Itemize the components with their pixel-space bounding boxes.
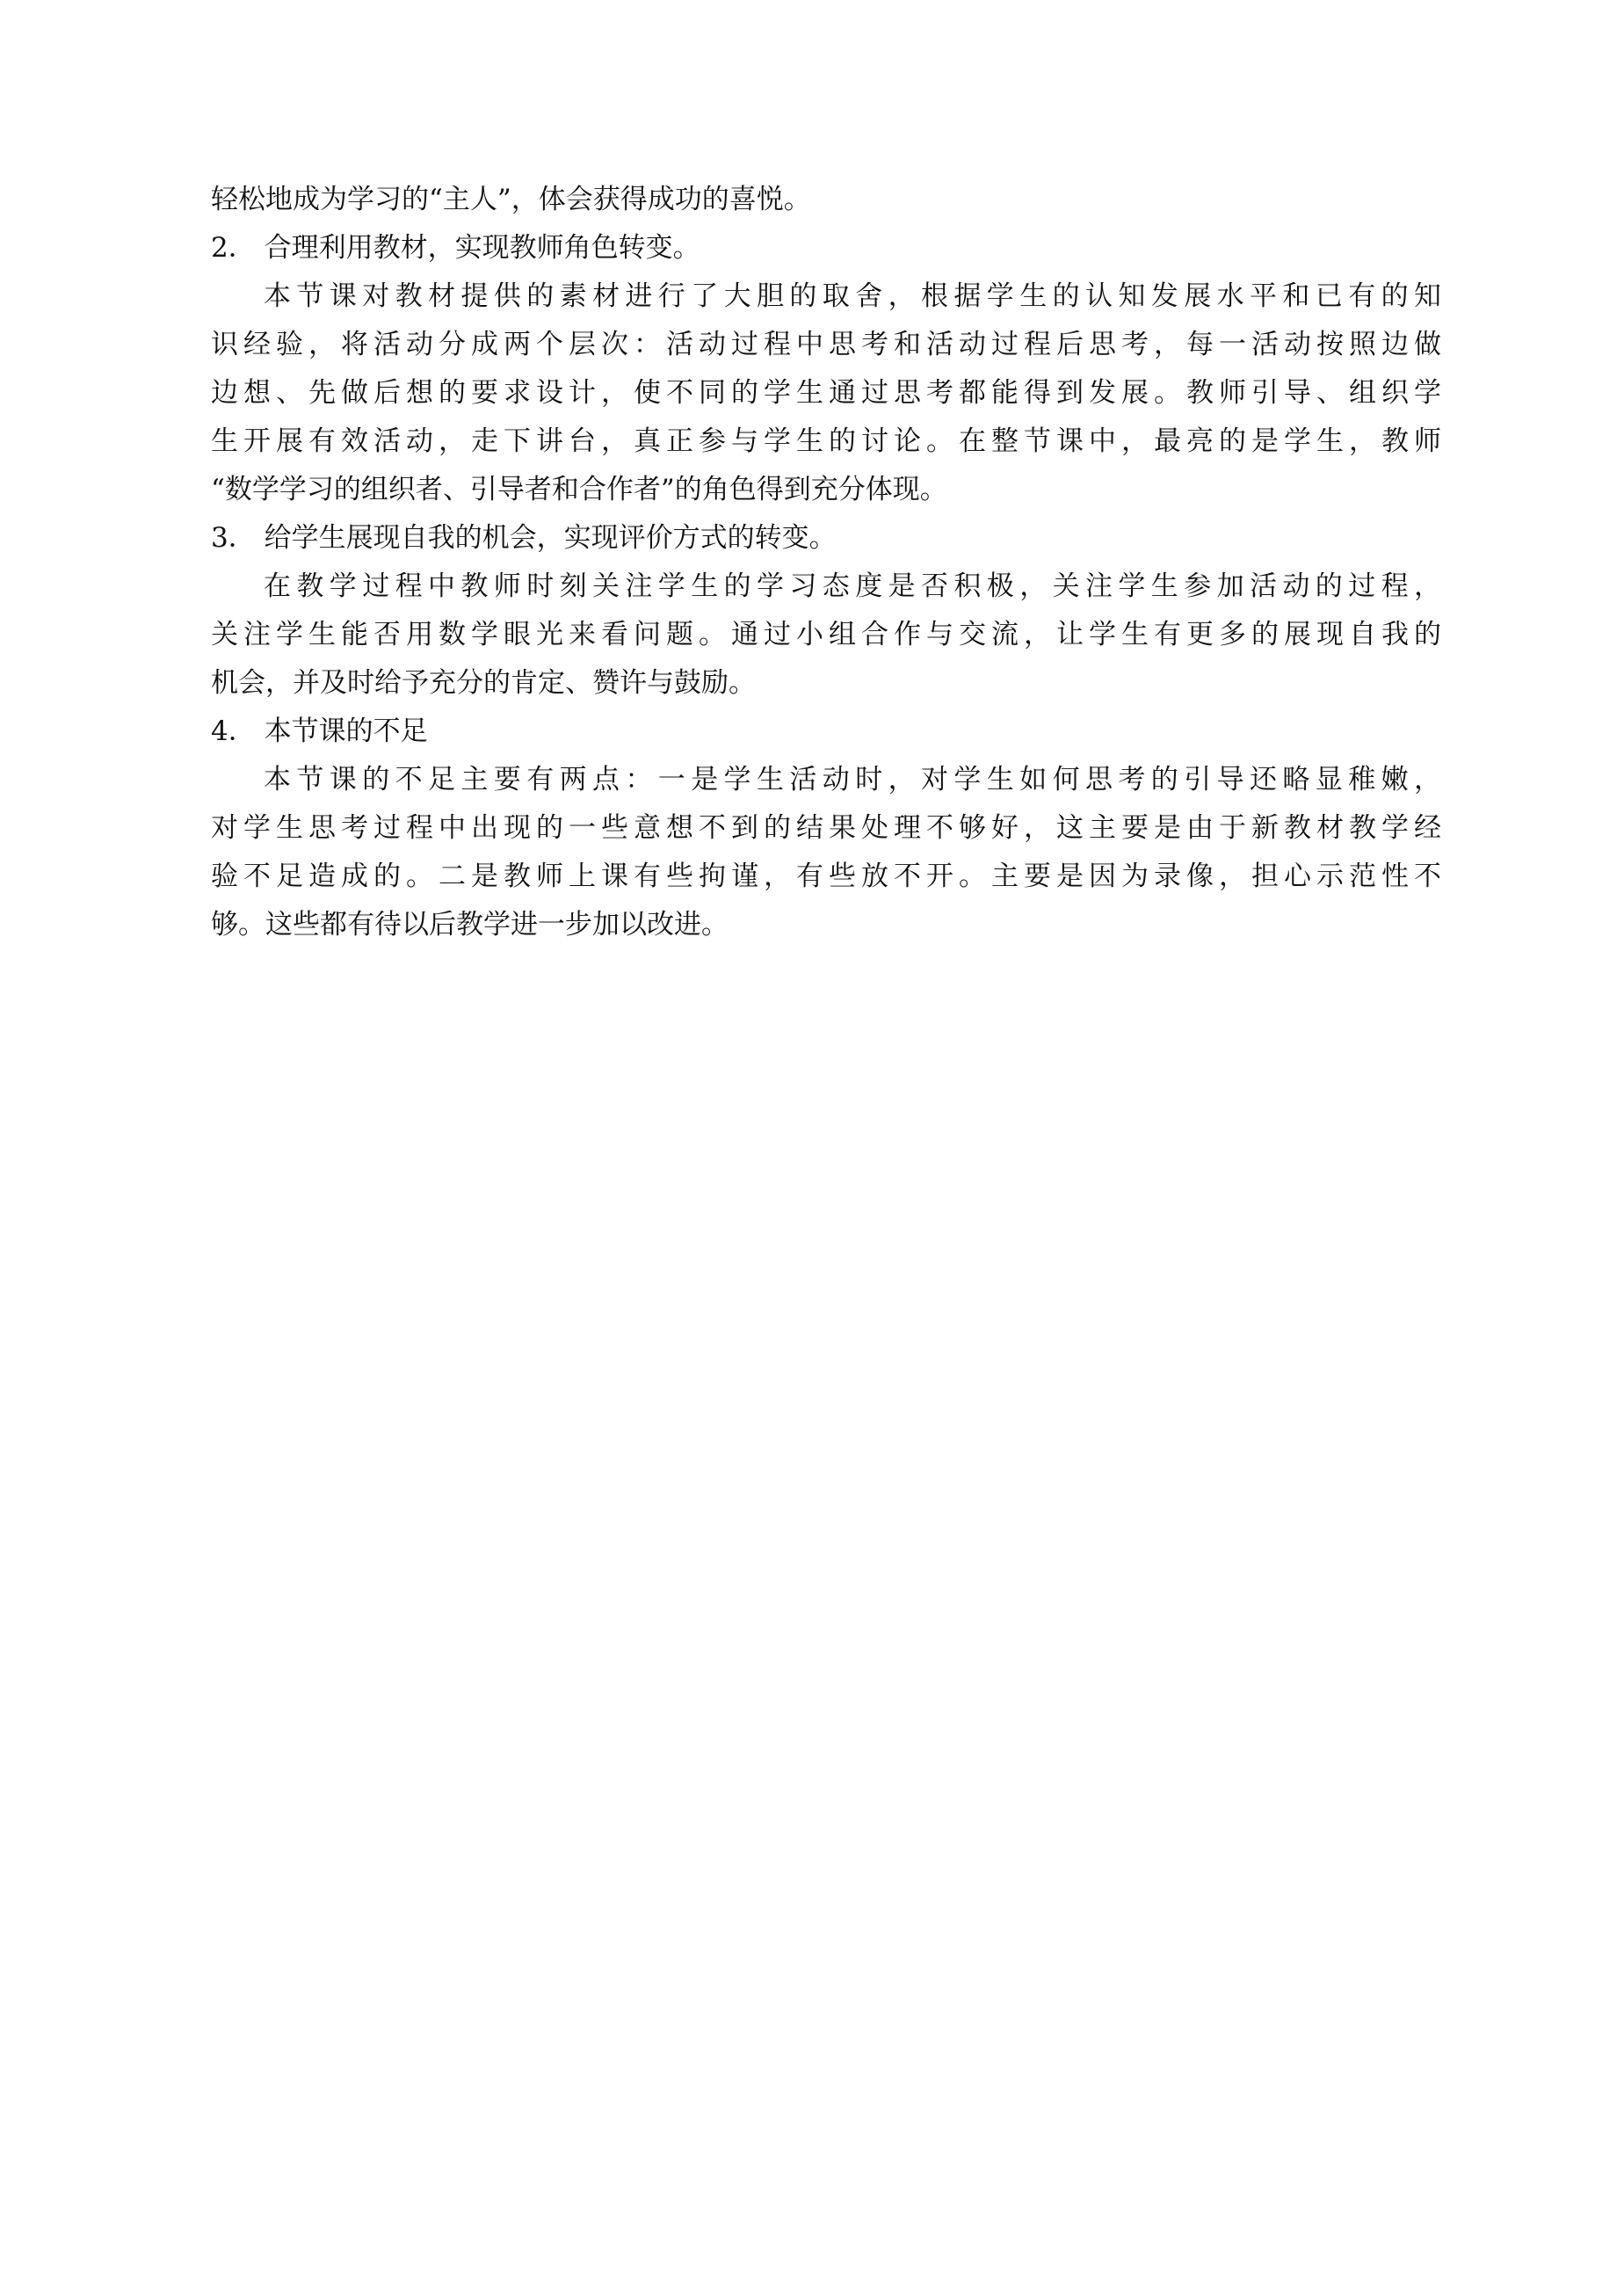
paragraph-line: “数学学习的组织者、引导者和合作者”的角色得到充分体现。 — [211, 474, 947, 505]
paragraph-line: 本节课的不足主要有两点：一是学生活动时，对学生如何思考的引导还略显稚嫩， — [264, 764, 1441, 795]
paragraph-line: 够。这些都有待以后教学进一步加以改进。 — [211, 909, 729, 941]
paragraph-line: 生开展有效活动，走下讲台，真正参与学生的讨论。在整节课中，最亮的是学生，教师 — [211, 425, 1441, 457]
paragraph-line: 边想、先做后想的要求设计，使不同的学生通过思考都能得到发展。教师引导、组织学 — [211, 377, 1441, 409]
section-heading-4: 4． 本节课的不足 — [211, 715, 428, 747]
paragraph-line: 对学生思考过程中出现的一些意想不到的结果处理不够好，这主要是由于新教材教学经 — [211, 812, 1441, 844]
paragraph-line: 在教学过程中教师时刻关注学生的学习态度是否积极，关注学生参加活动的过程， — [264, 570, 1441, 602]
paragraph-line: 机会，并及时给予充分的肯定、赞许与鼓励。 — [211, 667, 756, 699]
paragraph-line: 轻松地成为学习的“主人”，体会获得成功的喜悦。 — [211, 184, 811, 215]
paragraph-line: 本节课对教材提供的素材进行了大胆的取舍，根据学生的认知发展水平和已有的知 — [264, 280, 1441, 312]
body-text — [211, 176, 1441, 949]
section-heading-2: 2． 合理利用教材，实现教师角色转变。 — [211, 232, 700, 264]
paragraph-line: 识经验，将活动分成两个层次：活动过程中思考和活动过程后思考，每一活动按照边做 — [211, 329, 1441, 360]
paragraph-line: 验不足造成的。二是教师上课有些拘谨，有些放不开。主要是因为录像，担心示范性不 — [211, 861, 1441, 892]
paragraph-line: 关注学生能否用数学眼光来看问题。通过小组合作与交流，让学生有更多的展现自我的 — [211, 619, 1441, 650]
section-heading-3: 3． 给学生展现自我的机会，实现评价方式的转变。 — [211, 522, 837, 554]
